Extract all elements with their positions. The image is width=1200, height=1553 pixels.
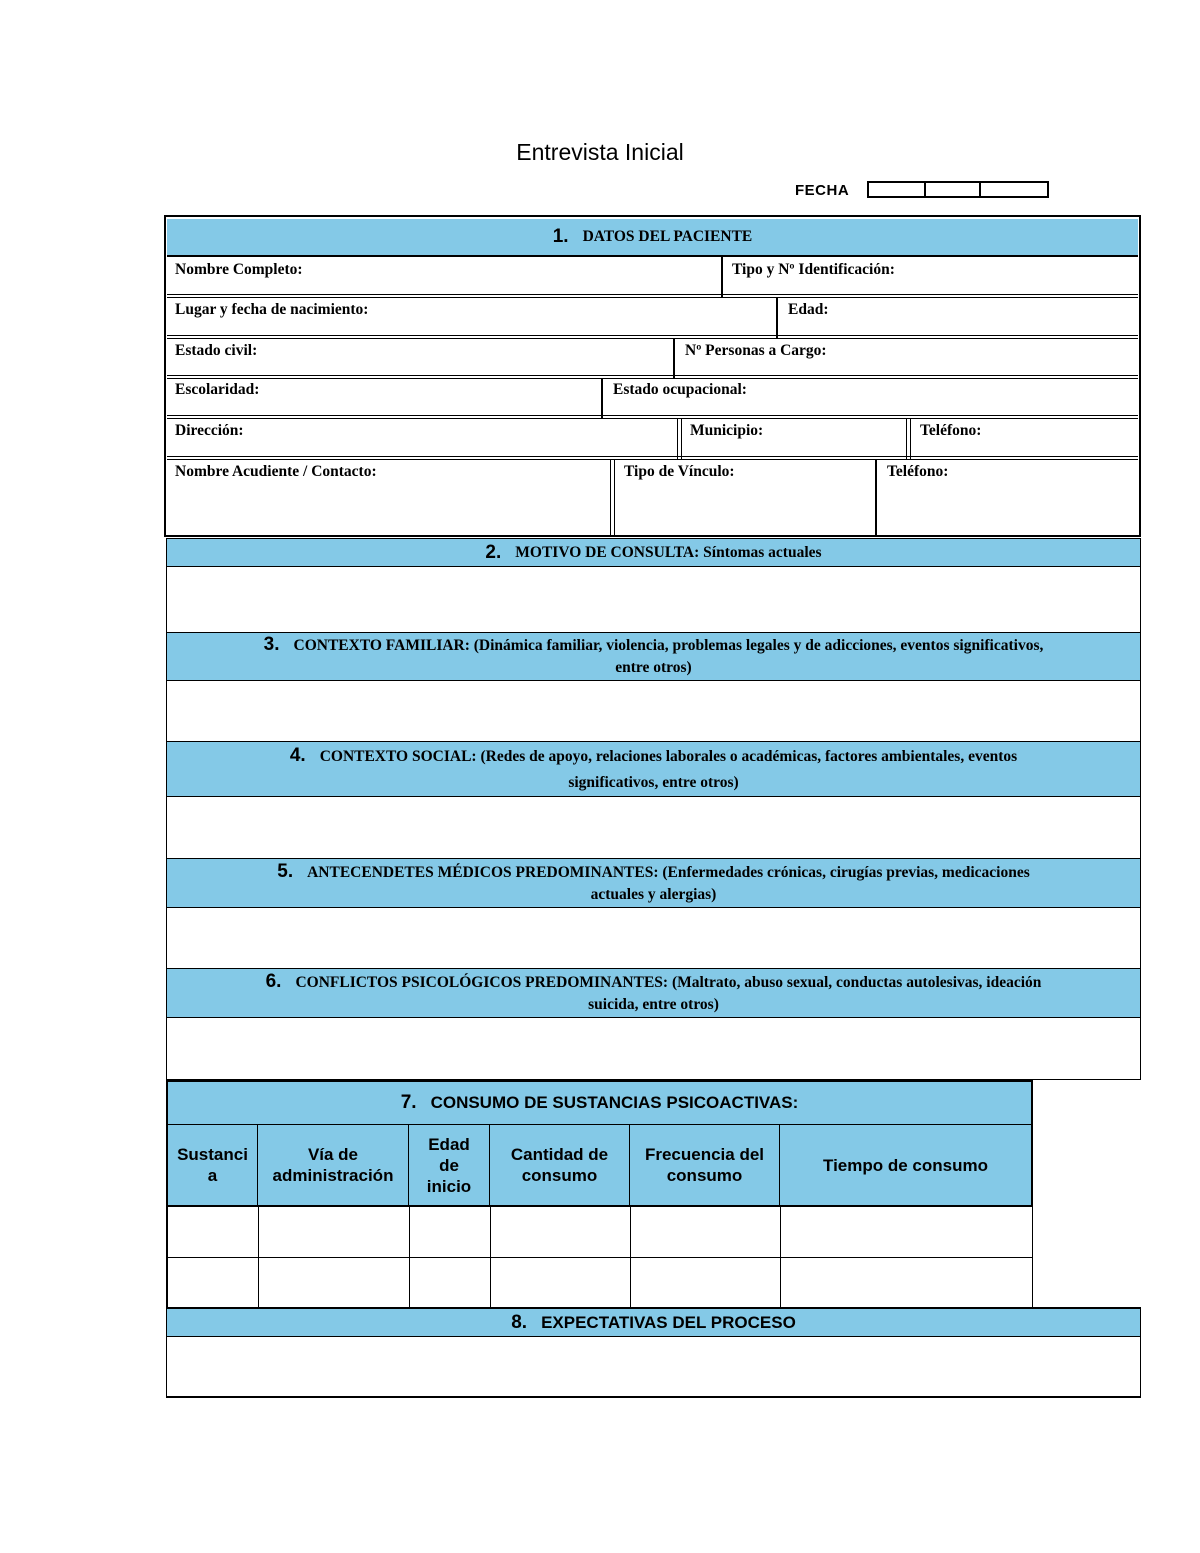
section-2-title: MOTIVO DE CONSULTA: Síntomas actuales <box>515 543 822 561</box>
row-divider <box>167 456 1138 460</box>
table-cell[interactable] <box>166 1257 259 1308</box>
table-cell[interactable] <box>258 1206 410 1258</box>
section-2-answer-area[interactable] <box>166 566 1141 632</box>
fecha-month-field[interactable] <box>924 181 981 198</box>
page-title: Entrevista Inicial <box>516 139 684 165</box>
section-4-title-line1: CONTEXTO SOCIAL: (Redes de apoyo, relaciones laborales o académicas, factores ambientales, eventos <box>319 747 1018 765</box>
table-cell[interactable] <box>630 1206 781 1258</box>
section-6-title-line2: suicida, entre otros) <box>588 995 719 1013</box>
section-3-header <box>166 632 1141 681</box>
field-personas-cargo[interactable]: Nº Personas a Cargo: <box>685 342 827 359</box>
field-escolaridad[interactable]: Escolaridad: <box>175 381 260 398</box>
section-8-header <box>166 1307 1141 1337</box>
section-2-number: 2. <box>485 541 502 563</box>
column-header-sustancia: Sustanci a <box>166 1125 259 1207</box>
column-header-via-administracion: Vía de administración <box>258 1125 410 1207</box>
field-direccion[interactable]: Dirección: <box>175 422 244 439</box>
section-7-number: 7. <box>400 1092 417 1113</box>
col-divider <box>875 459 877 535</box>
column-header-tiempo-consumo: Tiempo de consumo <box>780 1125 1033 1207</box>
section-4-header <box>166 741 1141 797</box>
field-tipo-vinculo[interactable]: Tipo de Vínculo: <box>624 463 735 480</box>
section-5-answer-area[interactable] <box>166 907 1141 969</box>
column-header-cantidad-consumo: Cantidad de consumo <box>490 1125 631 1207</box>
row-divider <box>167 415 1138 419</box>
fecha-year-field[interactable] <box>979 181 1049 198</box>
field-municipio[interactable]: Municipio: <box>690 422 764 439</box>
section-4-title-line2: significativos, entre otros) <box>568 773 739 791</box>
table-cell[interactable] <box>780 1257 1033 1308</box>
table-cell[interactable] <box>630 1257 781 1308</box>
section-4-number: 4. <box>289 744 306 766</box>
section-8-number: 8. <box>511 1311 528 1333</box>
section-2-header <box>166 538 1141 567</box>
col-divider <box>721 257 723 297</box>
table-cell[interactable] <box>409 1206 491 1258</box>
section-1-header <box>167 219 1138 257</box>
section-4-answer-area[interactable] <box>166 796 1141 859</box>
section-5-title-line2: actuales y alergias) <box>590 885 717 903</box>
section-5-title-line1: ANTECENDETES MÉDICOS PREDOMINANTES: (Enfermedades crónicas, cirugías previas, medicaciones <box>307 863 1030 881</box>
row-divider <box>167 335 1138 339</box>
field-nombre-completo[interactable]: Nombre Completo: <box>175 261 303 278</box>
field-telefono[interactable]: Teléfono: <box>920 422 982 439</box>
field-estado-civil[interactable]: Estado civil: <box>175 342 258 359</box>
fecha-day-field[interactable] <box>867 181 926 198</box>
section-3-title-line2: entre otros) <box>615 659 692 676</box>
table-cell[interactable] <box>780 1206 1033 1258</box>
table-cell[interactable] <box>258 1257 410 1308</box>
field-nombre-acudiente[interactable]: Nombre Acudiente / Contacto: <box>175 463 377 480</box>
section-1-number: 1. <box>552 226 569 247</box>
section-3-number: 3. <box>263 634 280 655</box>
section-6-answer-area[interactable] <box>166 1017 1141 1080</box>
section-3-answer-area[interactable] <box>166 680 1141 742</box>
field-telefono-contacto[interactable]: Teléfono: <box>887 463 949 480</box>
table-cell[interactable] <box>166 1206 259 1258</box>
col-divider <box>906 418 911 459</box>
field-lugar-fecha-nacimiento[interactable]: Lugar y fecha de nacimiento: <box>175 301 369 318</box>
col-divider <box>610 459 615 535</box>
column-header-edad-inicio: Edad de inicio <box>409 1125 491 1207</box>
col-divider <box>776 298 778 338</box>
section-6-header <box>166 968 1141 1018</box>
section-8-title: EXPECTATIVAS DEL PROCESO <box>541 1312 796 1332</box>
section-1-title: DATOS DEL PACIENTE <box>582 228 753 245</box>
section-5-number: 5. <box>277 860 294 882</box>
col-divider <box>673 338 675 378</box>
table-cell[interactable] <box>409 1257 491 1308</box>
field-edad[interactable]: Edad: <box>788 301 829 318</box>
section-7-header <box>166 1079 1033 1126</box>
fecha-label: FECHA <box>795 182 850 199</box>
field-tipo-identificacion[interactable]: Tipo y Nº Identificación: <box>732 261 895 278</box>
table-cell[interactable] <box>490 1206 631 1258</box>
section-6-number: 6. <box>265 970 282 992</box>
section-7-title: CONSUMO DE SUSTANCIAS PSICOACTIVAS: <box>430 1093 799 1112</box>
col-divider <box>601 378 603 418</box>
field-estado-ocupacional[interactable]: Estado ocupacional: <box>613 381 747 398</box>
column-header-frecuencia-consumo: Frecuencia del consumo <box>630 1125 781 1207</box>
section-6-title-line1: CONFLICTOS PSICOLÓGICOS PREDOMINANTES: (Maltrato, abuso sexual, conductas autolesivas, ideación <box>295 973 1042 991</box>
section-3-title-line1: CONTEXTO FAMILIAR: (Dinámica familiar, violencia, problemas legales y de adicciones, eventos significativos, <box>293 637 1044 654</box>
table-cell[interactable] <box>490 1257 631 1308</box>
section-5-header <box>166 858 1141 908</box>
section-8-answer-area[interactable] <box>166 1336 1141 1398</box>
